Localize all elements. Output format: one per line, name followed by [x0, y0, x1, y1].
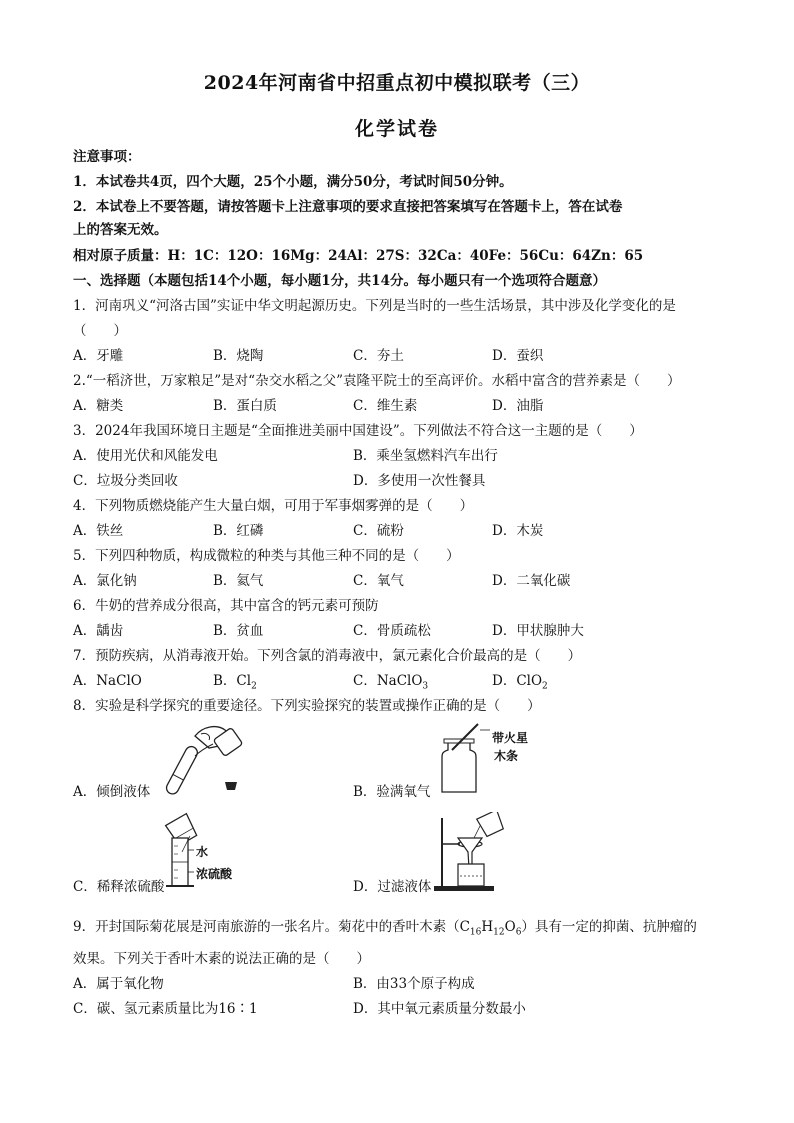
q1-option-c: C．夯土 — [353, 348, 404, 364]
q2-stem: 2.“一稻济世，万家粮足”是对“杂交水稻之父”袁隆平院士的至高评价。水稻中富含的营养素是（ ） — [73, 373, 681, 389]
figure-pouring-liquid — [155, 722, 245, 802]
q9-option-d: D．其中氧元素质量分数最小 — [353, 1001, 526, 1017]
q5-stem: 5．下列四种物质，构成微粒的种类与其他三种不同的是（ ） — [73, 548, 460, 564]
exam-subtitle: 化学试卷 — [354, 118, 439, 140]
label-water: 水 — [196, 845, 209, 859]
q4-option-c: C．硫粉 — [353, 523, 404, 539]
q4-option-d: D．木炭 — [492, 523, 544, 539]
notice-heading: 注意事项： — [73, 149, 141, 165]
notice-item-1: 1．本试卷共4页，四个大题，25个小题，满分50分，考试时间50分钟。 — [73, 174, 513, 190]
q1-stem: 1．河南巩义“河洛古国”实证中华文明起源历史。下列是当时的一些生活场景，其中涉及化学变化的是 — [73, 298, 676, 314]
q1-option-d: D．蚕织 — [492, 348, 544, 364]
q6-option-b: B．贫血 — [213, 623, 264, 639]
q7-option-c: C．NaClO$_3$ — [353, 673, 429, 692]
notice-item-2b: 上的答案无效。 — [73, 222, 168, 238]
q4-stem: 4．下列物质燃烧能产生大量白烟，可用于军事烟雾弹的是（ ） — [73, 498, 474, 514]
q9-stem-line-1: 9．开封国际菊花展是河南旅游的一张名片。菊花中的香叶木素$(C_{16}H_{12}O_6)$具有一定的抑菌、抗肿瘤的 — [73, 919, 697, 938]
exam-title: 2024年河南省中招重点初中模拟联考（三） — [203, 72, 591, 94]
q6-option-d: D．甲状腺肿大 — [492, 623, 584, 639]
q7-option-d: D．ClO$_2$ — [492, 673, 548, 692]
q1-option-b: B．烧陶 — [213, 348, 264, 364]
q4-option-a: A．铁丝 — [73, 523, 124, 539]
q5-option-b: B．氦气 — [213, 573, 264, 589]
q9-stem-line-2: 效果。下列关于香叶木素的说法正确的是（ ） — [73, 951, 370, 967]
q8-option-b: B．验满氧气 — [353, 784, 431, 800]
q9-option-c: C．碳、氢元素质量比为16∶1 — [73, 1001, 258, 1017]
q3-option-c: C．垃圾分类回收 — [73, 473, 178, 489]
q8-option-d: D．过滤液体 — [353, 879, 432, 895]
figure-filtration — [432, 812, 512, 894]
q4-option-b: B．红磷 — [213, 523, 264, 539]
figure-oxygen-test — [430, 722, 540, 798]
q2-option-c: C．维生素 — [353, 398, 418, 414]
q3-stem: 3．2024年我国环境日主题是“全面推进美丽中国建设”。下列做法不符合这一主题的是（ ） — [73, 423, 643, 439]
q8-option-c: C．稀释浓硫酸 — [73, 879, 165, 895]
q6-stem: 6．牛奶的营养成分很高，其中富含的钙元素可预防 — [73, 598, 379, 614]
q5-option-c: C．氧气 — [353, 573, 404, 589]
q3-option-a: A．使用光伏和风能发电 — [73, 448, 218, 464]
q8-option-a: A．倾倒液体 — [73, 784, 151, 800]
q1-option-a: A．牙雕 — [73, 348, 124, 364]
q2-option-a: A．糖类 — [73, 398, 124, 414]
q7-option-b: B．$Cl_2$ — [213, 673, 257, 692]
q3-option-b: B．乘坐氢燃料汽车出行 — [353, 448, 498, 464]
notice-item-2a: 2．本试卷上不要答题，请按答题卡上注意事项的要求直接把答案填写在答题卡上，答在试卷 — [73, 199, 623, 215]
q7-option-a: A．NaClO — [73, 673, 142, 689]
label-glowing-splint-1: 带火星 — [492, 731, 529, 745]
q3-option-d: D．多使用一次性餐具 — [353, 473, 486, 489]
label-conc-sulfuric-acid: 浓硫酸 — [196, 867, 233, 881]
label-glowing-splint-2: 木条 — [494, 749, 519, 763]
q7-stem: 7．预防疾病，从消毒液开始。下列含氯的消毒液中，氯元素化合价最高的是（ ） — [73, 648, 582, 664]
q6-option-c: C．骨质疏松 — [353, 623, 431, 639]
q9-option-a: A．属于氧化物 — [73, 976, 164, 992]
q5-option-d: D．二氧化碳 — [492, 573, 571, 589]
section-1-heading: 一、选择题（本题包括14个小题，每小题1分，共14分。每小题只有一个选项符合题意） — [73, 273, 606, 289]
q6-option-a: A．龋齿 — [73, 623, 124, 639]
atomic-mass-line: 相对原子质量：H：1C：12O：16Mg：24Al：27S：32Ca：40Fe：56Cu：64Zn：65 — [73, 248, 644, 264]
q5-option-a: A．氯化钠 — [73, 573, 137, 589]
q2-option-b: B．蛋白质 — [213, 398, 277, 414]
figure-diluting-acid — [160, 812, 270, 892]
q8-stem: 8．实验是科学探究的重要途径。下列实验探究的装置或操作正确的是（ ） — [73, 698, 541, 714]
q1-blank: （ ） — [73, 323, 127, 339]
q9-option-b: B．由33个原子构成 — [353, 976, 475, 992]
q2-option-d: D．油脂 — [492, 398, 544, 414]
